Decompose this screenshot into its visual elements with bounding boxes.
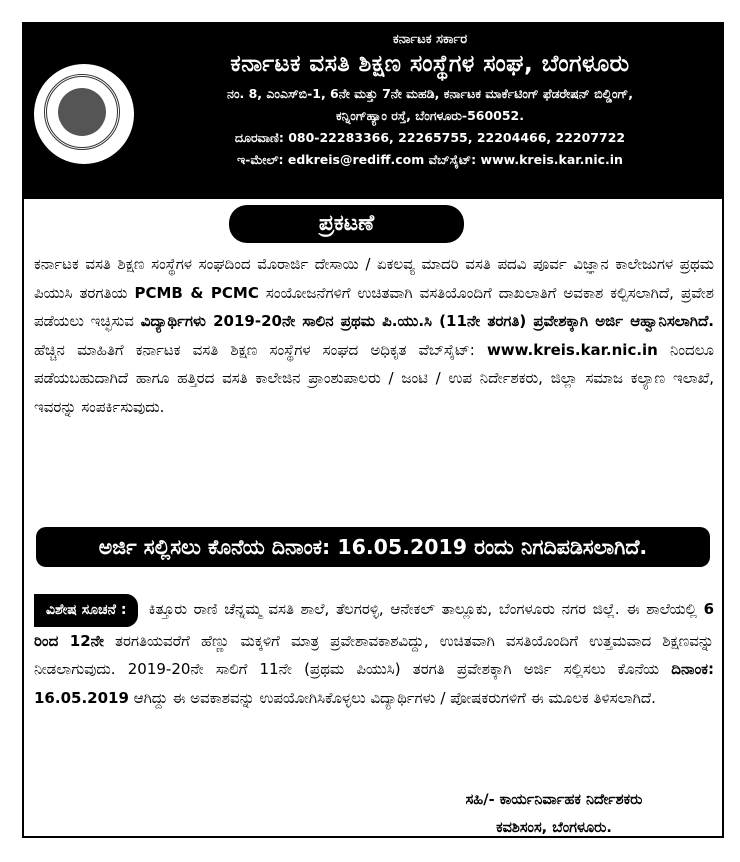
course-combination: PCMB & PCMC xyxy=(134,283,259,302)
signature-line-1: ಸಹಿ/- ಕಾರ್ಯನಿರ್ವಾಹಕ ನಿರ್ದೇಶಕರು xyxy=(465,792,643,808)
header-text xyxy=(142,32,718,168)
special-text-1: ಕಿತ್ತೂರು ರಾಣಿ ಚೆನ್ನಮ್ಮ ವಸತಿ ಶಾಲೆ, ತೆಲಗರಳ್ಳಿ, ಆನೇಕಲ್ ತಾಲ್ಲೂಕು, ಬೆಂಗಳೂರು ನಗರ ಜಿಲ್ಲೆ. ಈ ಶಾಲೆಯಲ್ಲಿ xyxy=(148,600,704,618)
para1-text-1: ಕರ್ನಾಟಕ ವಸತಿ ಶಿಕ್ಷಣ ಸಂಸ್ಥೆಗಳ ಸಂಘದಿಂದ ಮೊರಾರ್ಜಿ ದೇಸಾಯಿ / ಏಕಲವ್ಯ ಮಾದರಿ ವಸತಿ ಪದವಿ ಪೂರ್ವ ವಿಜ್ಞಾನ ಕಾಲೇಜುಗಳ ಪ್ರಥಮ ಪಿಯುಸಿ ತರಗತಿಯ xyxy=(34,255,714,302)
para1-text-4: ನಿಂದಲೂ ಪಡೆಯಬಹುದಾಗಿದೆ ಹಾಗೂ ಹತ್ತಿರದ ವಸತಿ ಕಾಲೇಜಿನ ಪ್ರಾಂಶುಪಾಲರು / ಜಂಟಿ / ಉಪ ನಿರ್ದೇಶಕರು, ಜಿಲ್ಲಾ ಸಮಾಜ ಕಲ್ಯಾಣ ಇಲಾಖೆ, ಇವರನ್ನು ಸಂಪರ್ಕಿಸುವುದು. xyxy=(34,340,714,416)
signature-line-2: ಕವಶಿಸಂಸ, ಬೆಂಗಳೂರು. xyxy=(496,820,612,836)
main-paragraph xyxy=(34,250,714,421)
website-link[interactable]: www.kreis.kar.nic.in xyxy=(486,340,658,359)
grade-range: 6 ರಿಂದ 12ನೇ xyxy=(34,600,714,650)
contact-line: ಇ-ಮೇಲ್: edkreis@rediff.com ವೆಬ್‌ಸೈಟ್: www.kreis.kar.nic.in xyxy=(237,152,623,167)
special-note-label: ವಿಶೇಷ ಸೂಚನೆ : xyxy=(34,594,138,627)
address-line-2: ಕನ್ನಿಂಗ್‌ಹ್ಯಾಂ ರಸ್ತೆ, ಬೆಂಗಳೂರು-560052. xyxy=(335,108,525,123)
signature-block xyxy=(404,786,704,842)
para1-text-3: ಹೆಚ್ಚಿನ ಮಾಹಿತಿಗೆ ಕರ್ನಾಟಕ ವಸತಿ ಶಿಕ್ಷಣ ಸಂಸ್ಥೆಗಳ ಸಂಘದ ಅಧಿಕೃತ ವೆಬ್‌ಸೈಟ್: xyxy=(34,340,487,359)
special-deadline: ದಿನಾಂಕ: 16.05.2019 xyxy=(34,660,714,707)
address-line-1: ನಂ. 8, ಎಂಎಸ್‌ಬಿ-1, 6ನೇ ಮತ್ತು 7ನೇ ಮಹಡಿ, ಕರ್ನಾಟಕ ಮಾರ್ಕೆಟಿಂಗ್ ಫೆಡರೇಷನ್ ಬಿಲ್ಡಿಂಗ್, xyxy=(227,86,633,101)
special-paragraph xyxy=(34,594,714,712)
org-title: ಕರ್ನಾಟಕ ವಸತಿ ಶಿಕ್ಷಣ ಸಂಸ್ಥೆಗಳ ಸಂಘ, ಬೆಂಗಳೂರು xyxy=(230,51,630,77)
notice-frame xyxy=(22,22,724,838)
special-note xyxy=(34,594,714,712)
gov-label: ಕರ್ನಾಟಕ ಸರ್ಕಾರ xyxy=(392,32,468,47)
special-text-2: ತರಗತಿಯವರೆಗೆ ಹೆಣ್ಣು ಮಕ್ಕಳಿಗೆ ಮಾತ್ರ ಪ್ರವೇಶಾವಕಾಶವಿದ್ದು, ಉಚಿತವಾಗಿ ವಸತಿಯೊಂದಿಗೆ ಉತ್ತಮವಾದ ಶಿಕ್ಷಣವನ್ನು ನೀಡಲಾಗುವುದು. 2019-20ನೇ ಸಾಲಿಗೆ 11ನೇ (ಪ್ರಥಮ ಪಿಯುಸಿ) ತರಗತಿ ಪ್ರವೇಶಕ್ಕಾಗಿ ಅರ್ಜಿ ಸಲ್ಲಿಸಲು ಕೊನೆಯ xyxy=(34,631,714,678)
para1-text-2: ಸಂಯೋಜನೆಗಳಿಗೆ ಉಚಿತವಾಗಿ ವಸತಿಯೊಂದಿಗೆ ದಾಖಲಾತಿಗೆ ಅವಕಾಶ ಕಲ್ಪಿಸಲಾಗಿದೆ, ಪ್ರವೇಶ ಪಡೆಯಲು ಇಚ್ಛಿಸುವ xyxy=(34,283,715,330)
header-banner xyxy=(24,24,722,199)
special-text-3: ಆಗಿದ್ದು ಈ ಅವಕಾಶವನ್ನು ಉಪಯೋಗಿಸಿಕೊಳ್ಳಲು ವಿದ್ಯಾರ್ಥಿಗಳು / ಪೋಷಕರುಗಳಿಗೆ ಈ ಮೂಲಕ ತಿಳಿಸಲಾಗಿದೆ. xyxy=(128,688,656,707)
phone-line: ದೂರವಾಣಿ: 080-22283366, 22265755, 22204466, 22207722 xyxy=(234,130,626,145)
emblem-seal-icon xyxy=(34,64,134,164)
notice-badge: ಪ್ರಕಟಣೆ xyxy=(229,205,464,243)
deadline-banner: ಅರ್ಜಿ ಸಲ್ಲಿಸಲು ಕೊನೆಯ ದಿನಾಂಕ: 16.05.2019 ರಂದು ನಿಗದಿಪಡಿಸಲಾಗಿದೆ. xyxy=(36,527,710,567)
admission-call: ವಿದ್ಯಾರ್ಥಿಗಳು 2019-20ನೇ ಸಾಲಿನ ಪ್ರಥಮ ಪಿ.ಯು.ಸಿ (11ನೇ ತರಗತಿ) ಪ್ರವೇಶಕ್ಕಾಗಿ ಅರ್ಜಿ ಆಹ್ವಾನಿಸಲಾಗಿದೆ. xyxy=(140,312,714,330)
